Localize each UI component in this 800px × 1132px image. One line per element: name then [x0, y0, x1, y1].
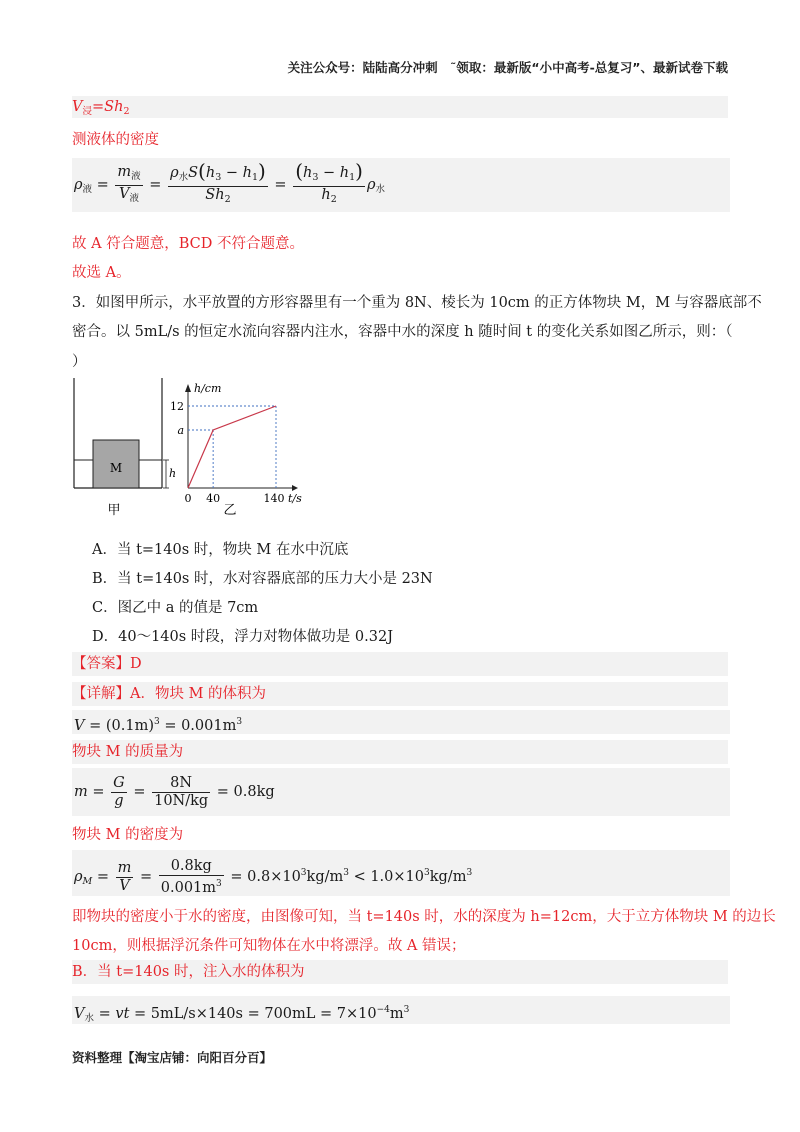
detail-label: 【详解】A．物块 M 的体积为: [72, 682, 728, 706]
h-dimension-label: h: [169, 467, 177, 480]
page-header: 关注公众号：陆陆高分冲刺 ˜领取：最新版“小中高考-总复习”、最新试卷下载: [287, 60, 728, 75]
reason-line-2: 10cm，则根据浮沉条件可知物体在水中将漂浮。故 A 错误；: [72, 938, 466, 954]
conclusion-2: 故选 A。: [72, 265, 131, 281]
density-label: 物块 M 的密度为: [72, 827, 184, 843]
option-d: D．40～140s 时段，浮力对物体做功是 0.32J: [92, 629, 394, 645]
b-label: B．当 t=140s 时，注入水的体积为: [72, 960, 728, 984]
option-b: B．当 t=140s 时，水对容器底部的压力大小是 23N: [92, 571, 433, 587]
answer-label: 【答案】D: [72, 652, 728, 676]
option-a: A．当 t=140s 时，物块 M 在水中沉底: [92, 542, 349, 558]
q3-stem-line-3: ）: [72, 354, 87, 370]
figure-yi-caption: 乙: [223, 503, 237, 518]
y-axis-arrow: [185, 384, 191, 392]
chart-axes: [185, 384, 298, 491]
y-tick-a: a: [177, 424, 184, 437]
figure-jia: [68, 376, 178, 526]
liquid-density-label: 测液体的密度: [72, 132, 159, 148]
q3-stem-line-2: 密合。以 5mL/s 的恒定水流向容器内注水，容器中水的深度 h 随时间 t 的变化关系如图乙所示，则：（: [72, 324, 733, 340]
density-equation: $\rho_M$ = $\frac{m}{V}$ = $\frac{0.8kg}{0.001m^3}$ = $0.8\times 10^3kg/m^3 < 1.0\times 10^3kg/m^3$: [72, 850, 730, 896]
x-axis-label: t/s: [288, 492, 302, 505]
option-c: C．图乙中 a 的值是 7cm: [92, 600, 259, 616]
x-tick-140: 140: [263, 492, 285, 505]
water-volume-equation: $V_水$ = vt = $5mL/s\times 140s = 700mL = 7\times 10^{-4}m^3$: [72, 996, 730, 1024]
liquid-density-formula: $\rho_液$ = $\frac{m_液}{V_液}$ = $\frac{\rho_水S(h_3 - h_1)}{Sh_2}$ = $\frac{(h_3 - h_1)}{h_2}$ $\rho_水$: [72, 158, 730, 212]
reason-line-1: 即物块的密度小于水的密度，由图像可知，当 t=140s 时，水的深度为 h=12cm，大于立方体物块 M 的边长: [72, 909, 776, 925]
series-line: [188, 406, 276, 488]
mass-label: 物块 M 的质量为: [72, 740, 728, 764]
chart-labels: [170, 382, 302, 518]
mass-equation: m = $\frac{G}{g}$ = $\frac{8N}{10N/kg}$ = 0.8kg: [72, 768, 730, 816]
chart-series: [188, 406, 276, 488]
immersed-volume-formula: $V_浸=Sh_2$: [72, 96, 728, 118]
block-m-label: M: [109, 461, 123, 475]
figure-jia-caption: 甲: [107, 503, 121, 518]
volume-equation: $V = (0.1m)^3 = 0.001m^3$: [72, 710, 730, 734]
page-footer: 资料整理【淘宝店铺：向阳百分百】: [72, 1050, 273, 1065]
x-axis-arrow: [292, 485, 298, 491]
figure-yi-chart: [170, 378, 320, 526]
y-axis-label: h/cm: [194, 382, 222, 395]
x-tick-0: 0: [184, 492, 192, 505]
conclusion-1: 故 A 符合题意，BCD 不符合题意。: [72, 236, 304, 252]
q3-stem-line-1: 3．如图甲所示，水平放置的方形容器里有一个重为 8N、棱长为 10cm 的正方体物块 M，M 与容器底部不: [72, 295, 762, 311]
y-tick-12: 12: [170, 400, 184, 413]
x-tick-40: 40: [206, 492, 221, 505]
chart-guides: [188, 406, 276, 488]
